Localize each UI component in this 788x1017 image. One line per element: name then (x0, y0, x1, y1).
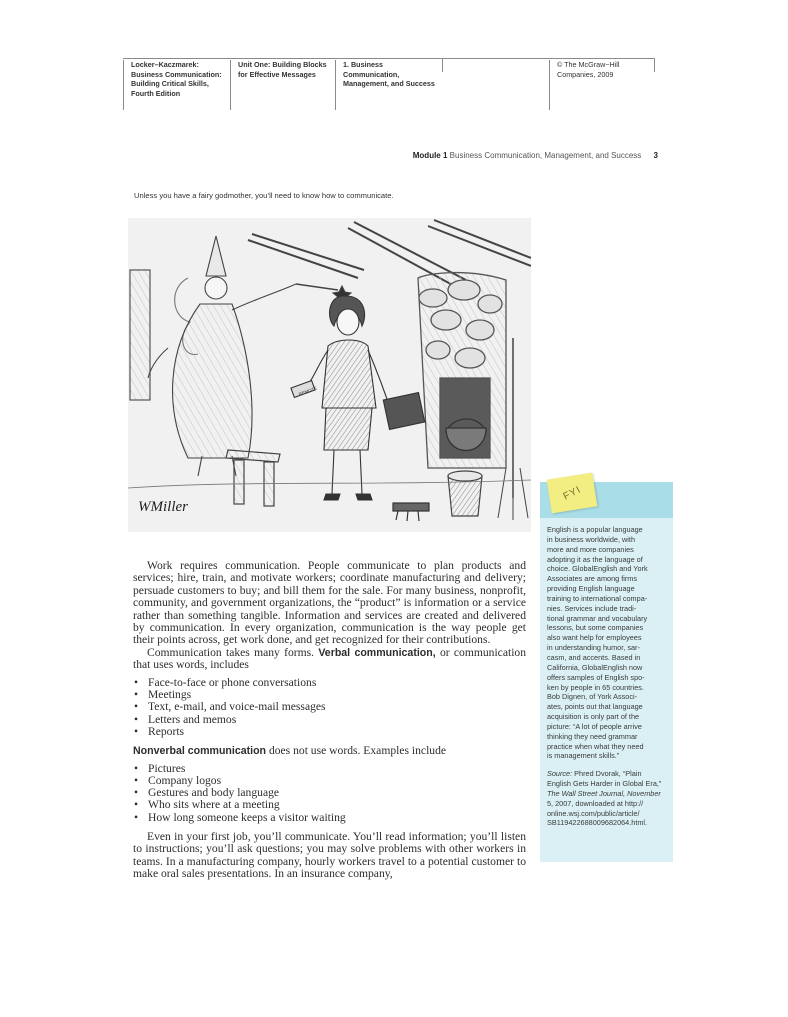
fyi-line: acquisition is only part of the (547, 712, 640, 722)
fyi-source-publication: The Wall Street Journal, November (547, 788, 661, 798)
fyi-line: choice. GlobalEnglish and York (547, 564, 648, 574)
fyi-line: Associates are among firms (547, 574, 638, 584)
page-number: 3 (653, 151, 658, 160)
header-book-line: Locker–Kaczmarek: (131, 60, 199, 69)
fyi-line: picture: “A lot of people arrive (547, 721, 642, 731)
fyi-line: adopting it as the language of (547, 554, 643, 564)
header-book-info (123, 60, 222, 110)
term-nonverbal-communication: Nonverbal communication (133, 745, 267, 758)
list-item: • Who sits where at a meeting (133, 799, 526, 811)
paragraph-nonverbal-rest: does not use words. Examples include (266, 744, 447, 758)
fyi-line: nies. Services include tradi- (547, 603, 637, 613)
list-item: • Face-to-face or phone conversations (133, 677, 526, 689)
list-item: • Company logos (133, 775, 526, 787)
fyi-line: is management skills.” (547, 751, 620, 761)
fyi-text (547, 525, 669, 828)
cartoonist-signature: WMiller (138, 499, 188, 515)
header-chapter-line: Communication, (343, 69, 400, 79)
list-item: • Pictures (133, 763, 526, 775)
fyi-source-line: online.wsj.com/public/article/ (547, 808, 640, 818)
header-unit-line: for Effective Messages (238, 69, 316, 79)
fyi-line: practice when what they need (547, 741, 644, 751)
body-text (133, 560, 526, 881)
header-unit-line: Unit One: Building Blocks (238, 60, 327, 69)
fyi-line: offers samples of English spo- (547, 672, 645, 682)
header-book-line: Business Communication: (131, 69, 222, 79)
header-copyright-line: © The McGraw−Hill (557, 60, 620, 69)
fyi-line: tional grammar and vocabulary (547, 613, 648, 623)
header-copyright-line: Companies, 2009 (557, 69, 614, 79)
nonverbal-examples-list (133, 763, 526, 824)
fyi-source (547, 769, 669, 828)
running-head-title: Business Communication, Management, and Success (449, 151, 642, 160)
header-rule (123, 58, 655, 59)
fyi-line: in business worldwide, with (547, 534, 636, 544)
paragraph-intro: Work requires communication. People communicate to plan products and services; hire, train, and motivate workers; coordinate manufacturing and delivery; persuade customers to buy; and bill them for the sale. For many business, nonprofit, community, and government organizations, the “product” is information or a service rather than something tangible. Information and services are created and delivered by communication. In every organization, communication is the way people get their points across, get work done, and get recognized for their contributions. (133, 559, 526, 647)
term-verbal-communication: Verbal communication, (318, 646, 436, 659)
header-divider (442, 58, 443, 72)
paragraph-verbal-lead: Communication takes many forms. (147, 645, 319, 659)
bucket (448, 471, 482, 516)
header-book-line: Fourth Edition (131, 88, 181, 98)
paragraph-first-job: Even in your first job, you’ll communicate. You’ll read information; you’ll listen to instructions; you’ll ask questions; you may solve problems with other workers in teams. In a manufacturing company, hourly workers travel to a potential customer to make oral sales presentations. In an insurance company, (133, 830, 526, 881)
cartoon-illustration (128, 218, 531, 532)
fyi-source-line: English Gets Harder in Global Era,” (547, 779, 662, 789)
fyi-body (547, 525, 669, 761)
fyi-line: in understanding humor, sar- (547, 643, 640, 653)
fyi-line: ates, points out that language (547, 702, 643, 712)
header-chapter-line: 1. Business (343, 60, 383, 69)
running-head (413, 151, 658, 160)
list-item: • Text, e-mail, and voice-mail messages (133, 701, 526, 713)
list-item: • Gestures and body language (133, 787, 526, 799)
fyi-source-line: 5, 2007, downloaded at http:// (547, 798, 644, 808)
fyi-line: Bob Dignen, of York Associ- (547, 692, 638, 702)
list-item: • Reports (133, 726, 526, 738)
header-copyright (549, 60, 619, 110)
cartoon-caption: Unless you have a fairy godmother, you’ll need to know how to communicate. (134, 191, 394, 200)
list-item: • Letters and memos (133, 714, 526, 726)
header-chapter-line: Management, and Success (343, 79, 435, 89)
fyi-line: also want help for employees (547, 633, 642, 643)
header-chapter-info (335, 60, 435, 110)
paragraph-verbal (133, 647, 526, 672)
fyi-source-text: Phred Dvorak, “Plain (572, 769, 642, 779)
fyi-line: California, GlobalEnglish now (547, 662, 643, 672)
list-item: • Meetings (133, 689, 526, 701)
list-item: • How long someone keeps a visitor waiting (133, 812, 526, 824)
fyi-line: English is a popular language (547, 525, 643, 534)
fyi-line: thinking they need grammar (547, 731, 638, 741)
remote-label: REMOTE (298, 385, 318, 397)
fyi-sticky-note (547, 473, 598, 514)
header-book-line: Building Critical Skills, (131, 79, 209, 89)
paragraph-nonverbal (133, 745, 526, 757)
verbal-examples-list (133, 677, 526, 738)
fyi-line: training to international compa- (547, 593, 648, 603)
fyi-line: more and more companies (547, 544, 634, 554)
fyi-label: FYI (561, 483, 583, 503)
fyi-line: lessons, but some companies (547, 623, 644, 633)
running-head-module: Module 1 (412, 151, 448, 160)
paragraph-verbal-rest: or communication that uses words, includes (133, 645, 527, 672)
fyi-source-label: Source: (547, 769, 573, 779)
fyi-line: casm, and accents. Based in (547, 652, 641, 662)
fyi-source-line: SB119422688009682064.html. (547, 818, 648, 828)
fyi-line: providing English language (547, 584, 635, 594)
window (130, 270, 150, 400)
fyi-source-line (547, 769, 669, 779)
fyi-source-line (547, 789, 669, 799)
fyi-line: ken by people in 65 countries. (547, 682, 644, 692)
header-unit-info (230, 60, 327, 110)
header-divider (654, 58, 655, 72)
